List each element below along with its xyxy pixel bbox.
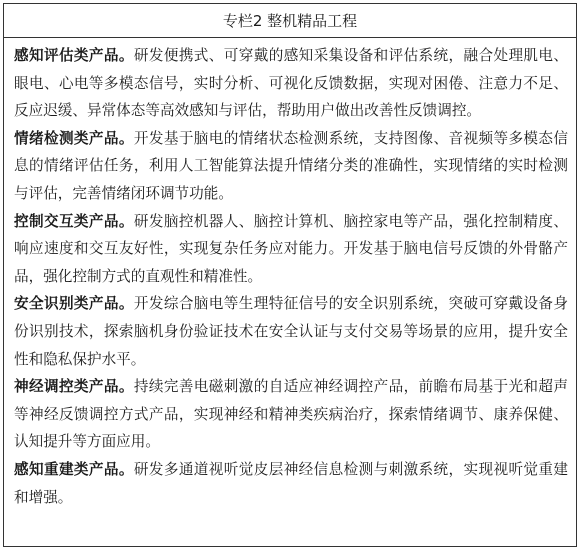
item-text: 开发基于脑电的情绪状态检测系统，支持图像、音视频等多模态信息的情绪评估任务，利用人工智能算法提升情绪分类的准确性，实现情绪的实时检测与评估，完善情绪闭环调节功能。	[14, 129, 568, 202]
item-text: 研发多通道视听觉皮层神经信息检测与刺激系统，实现视听觉重建和增强。	[14, 460, 568, 506]
item-text: 研发便携式、可穿戴的感知采集设备和评估系统，融合处理肌电、眼电、心电等多模态信号，实时分析、可视化反馈数据，实现对困倦、注意力不足、反应迟缓、异常体态等高效感知与评估，帮助用户做出改善性反馈调控。	[14, 47, 568, 120]
item-security-identification	[14, 290, 568, 373]
item-perception-reconstruction	[14, 456, 568, 511]
column-title: 专栏2 整机精品工程	[4, 4, 576, 38]
column-box	[3, 3, 577, 547]
column-body	[4, 38, 576, 511]
item-perception-assessment	[14, 42, 568, 125]
item-text: 开发综合脑电等生理特征信号的安全识别系统，突破可穿戴设备身份识别技术，探索脑机身份验证技术在安全认证与支付交易等场景的应用，提升安全性和隐私保护水平。	[14, 295, 568, 368]
item-term: 安全识别类产品。	[14, 295, 134, 313]
item-control-interaction	[14, 208, 568, 291]
item-neuromodulation	[14, 373, 568, 456]
item-term: 感知评估类产品。	[14, 47, 134, 64]
item-term: 神经调控类产品。	[14, 378, 134, 396]
item-term: 情绪检测类产品。	[14, 129, 134, 147]
item-text: 持续完善电磁刺激的自适应神经调控产品，前瞻布局基于光和超声等神经反馈调控方式产品，实现神经和精神类疾病治疗，探索情绪调节、康养保健、认知提升等方面应用。	[14, 378, 568, 451]
item-term: 感知重建类产品。	[14, 460, 134, 478]
item-term: 控制交互类产品。	[14, 212, 134, 230]
item-emotion-detection	[14, 125, 568, 208]
item-text: 研发脑控机器人、脑控计算机、脑控家电等产品，强化控制精度、响应速度和交互友好性，实现复杂任务应对能力。开发基于脑电信号反馈的外骨骼产品，强化控制方式的直观性和精准性。	[14, 212, 568, 285]
